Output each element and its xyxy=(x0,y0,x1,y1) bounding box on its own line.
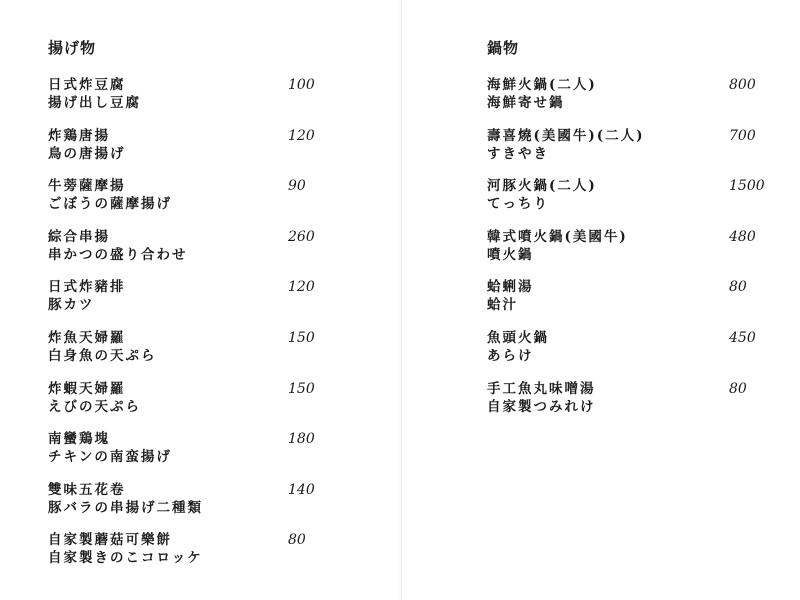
item-name: 蛤蜊湯 xyxy=(487,279,534,296)
item-subtitle: 自家製きのこコロッケ xyxy=(48,550,203,567)
item-name: 壽喜燒(美國牛)(二人) xyxy=(487,127,645,144)
item-price: 80 xyxy=(288,532,306,549)
item-subtitle: チキンの南蛮揚げ xyxy=(48,449,172,466)
section-title-nabemono: 鍋物 xyxy=(487,39,520,57)
menu-item xyxy=(487,127,787,178)
item-price: 700 xyxy=(729,127,756,144)
item-subtitle: あらけ xyxy=(487,347,534,364)
menu-item xyxy=(48,531,388,582)
item-subtitle: えびの天ぷら xyxy=(48,398,141,415)
item-name: 日式炸豬排 xyxy=(48,279,126,296)
menu-list-agemono xyxy=(48,76,388,582)
item-name: 日式炸豆腐 xyxy=(48,77,126,93)
item-name: 炸蝦天婦羅 xyxy=(48,380,126,397)
item-price: 80 xyxy=(729,279,747,296)
menu-item xyxy=(48,329,388,380)
item-name: 自家製蘑菇可樂餅 xyxy=(48,532,172,549)
item-price: 260 xyxy=(288,228,315,245)
menu-list-nabemono xyxy=(487,76,787,430)
item-price: 1500 xyxy=(729,178,765,195)
item-price: 100 xyxy=(288,77,315,93)
item-subtitle: 白身魚の天ぷら xyxy=(48,347,157,364)
item-price: 90 xyxy=(288,178,306,195)
item-subtitle: 自家製つみれけ xyxy=(487,398,596,415)
item-name: 炸鶏唐揚 xyxy=(48,127,110,144)
item-price: 800 xyxy=(729,77,756,93)
item-subtitle: 噴火鍋 xyxy=(487,246,534,263)
item-name: 河豚火鍋(二人) xyxy=(487,178,597,195)
menu-item xyxy=(48,481,388,532)
item-price: 120 xyxy=(288,127,315,144)
item-name: 手工魚丸味噌湯 xyxy=(487,380,596,397)
section-title-agemono: 揚げ物 xyxy=(48,39,97,57)
item-price: 140 xyxy=(288,481,315,498)
item-price: 450 xyxy=(729,329,756,346)
item-subtitle: 鳥の唐揚げ xyxy=(48,145,126,162)
item-name: 魚頭火鍋 xyxy=(487,329,549,346)
menu-item xyxy=(487,177,787,228)
menu-item xyxy=(48,278,388,329)
item-name: 牛蒡薩摩揚 xyxy=(48,178,126,195)
item-price: 150 xyxy=(288,380,315,397)
item-subtitle: すきやき xyxy=(487,145,549,162)
item-price: 480 xyxy=(729,228,756,245)
item-subtitle: ごぼうの薩摩揚げ xyxy=(48,196,172,213)
item-subtitle: 揚げ出し豆腐 xyxy=(48,95,141,111)
menu-item xyxy=(487,228,787,279)
menu-item xyxy=(48,430,388,481)
item-subtitle: 海鮮寄せ鍋 xyxy=(487,95,565,111)
item-subtitle: 蛤汁 xyxy=(487,297,518,314)
item-price: 80 xyxy=(729,380,747,397)
menu-item xyxy=(48,177,388,228)
menu-item xyxy=(487,278,787,329)
menu-item xyxy=(48,380,388,431)
item-price: 120 xyxy=(288,279,315,296)
item-name: 雙味五花卷 xyxy=(48,481,126,498)
item-name: 炸魚天婦羅 xyxy=(48,329,126,346)
item-subtitle: 串かつの盛り合わせ xyxy=(48,246,188,263)
menu-item xyxy=(48,228,388,279)
item-name: 綜合串揚 xyxy=(48,228,110,245)
item-subtitle: 豚バラの串揚げ二種類 xyxy=(48,499,203,516)
item-price: 150 xyxy=(288,329,315,346)
item-subtitle: てっちり xyxy=(487,196,549,213)
menu-item xyxy=(487,329,787,380)
menu-item xyxy=(48,76,388,127)
menu-item xyxy=(487,380,787,431)
right-page xyxy=(402,0,800,600)
item-name: 韓式噴火鍋(美國牛) xyxy=(487,228,628,245)
menu-item xyxy=(48,127,388,178)
item-name: 海鮮火鍋(二人) xyxy=(487,77,597,93)
item-price: 180 xyxy=(288,431,315,448)
menu-item xyxy=(487,76,787,127)
item-subtitle: 豚カツ xyxy=(48,297,95,314)
item-name: 南蠻鶏塊 xyxy=(48,431,110,448)
